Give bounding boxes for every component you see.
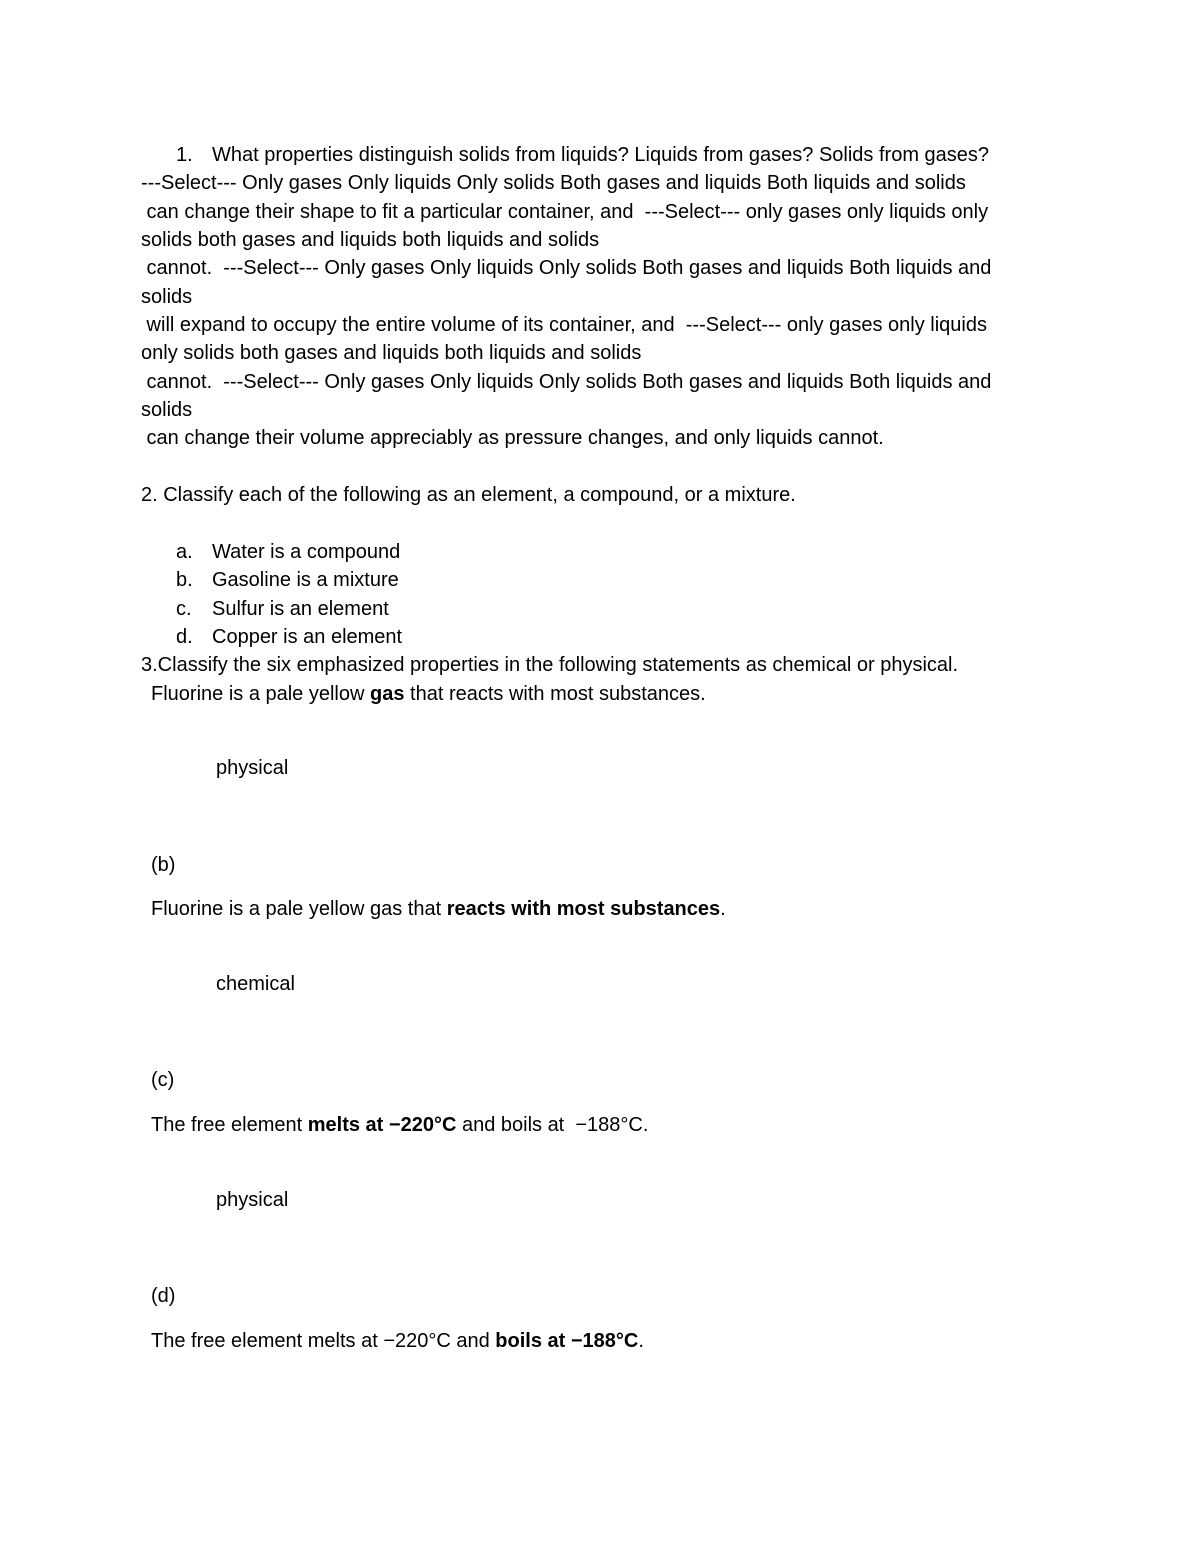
- q3c-pre: The free element: [151, 1114, 308, 1136]
- q3c-statement: [151, 1111, 648, 1139]
- q3a-post: that reacts with most substances.: [404, 683, 706, 705]
- q3a-answer: physical: [216, 757, 289, 779]
- q2-item-text: Sulfur is an element: [212, 598, 389, 620]
- q2-item-label: c.: [176, 598, 192, 620]
- q1-line: can change their volume appreciably as pressure changes, and only liquids cannot.: [141, 427, 884, 449]
- q2-item-text: Water is a compound: [212, 541, 401, 563]
- q2-item-label: b.: [176, 569, 193, 591]
- q2-item-label: a.: [176, 541, 193, 563]
- q3d-emphasis: boils at −188°C: [495, 1330, 639, 1352]
- q1-number: 1.: [176, 144, 193, 166]
- q3c-label: (c): [151, 1069, 175, 1091]
- q3c-post: and boils at −188°C.: [456, 1114, 649, 1136]
- q3d-statement: [151, 1327, 644, 1355]
- q3a-statement: [151, 680, 706, 708]
- q3a-pre: Fluorine is a pale yellow: [151, 683, 370, 705]
- q1-line: cannot. ---Select--- Only gases Only liquids Only solids Both gases and liquids Both liquids and: [141, 257, 992, 279]
- q1-line: only solids both gases and liquids both liquids and solids: [141, 342, 642, 364]
- q1-line: will expand to occupy the entire volume of its container, and ---Select--- only gases only liquids: [141, 314, 987, 336]
- q3c-emphasis: melts at −220°C: [307, 1114, 457, 1136]
- q3b-answer: chemical: [216, 973, 295, 995]
- q3b-pre: Fluorine is a pale yellow gas that: [151, 898, 447, 920]
- q2-item-label: d.: [176, 626, 193, 648]
- q3b-label: (b): [151, 854, 176, 876]
- q3d-post: .: [638, 1330, 644, 1352]
- q1-line: cannot. ---Select--- Only gases Only liquids Only solids Both gases and liquids Both liquids and: [141, 371, 992, 393]
- q2-item-text: Gasoline is a mixture: [212, 569, 399, 591]
- q3-heading: 3.Classify the six emphasized properties in the following statements as chemical or physical.: [141, 654, 959, 676]
- q3b-emphasis: reacts with most substances: [446, 898, 721, 920]
- q2-heading: 2. Classify each of the following as an element, a compound, or a mixture.: [141, 484, 796, 506]
- q1-line: ---Select--- Only gases Only liquids Only solids Both gases and liquids Both liquids and solids: [141, 172, 966, 194]
- q1-line: solids: [141, 286, 193, 308]
- q2-item-text: Copper is an element: [212, 626, 403, 648]
- q1-question: What properties distinguish solids from liquids? Liquids from gases? Solids from gases?: [212, 144, 990, 166]
- q1-line: solids both gases and liquids both liquids and solids: [141, 229, 600, 251]
- q3c-answer: physical: [216, 1189, 289, 1211]
- q3b-statement: [151, 895, 726, 923]
- q3a-emphasis: gas: [370, 683, 405, 705]
- q1-line: solids: [141, 399, 193, 421]
- q3d-pre: The free element melts at −220°C and: [151, 1330, 496, 1352]
- q3d-label: (d): [151, 1285, 176, 1307]
- q1-line: can change their shape to fit a particular container, and ---Select--- only gases only liquids only: [141, 201, 989, 223]
- q3b-post: .: [720, 898, 726, 920]
